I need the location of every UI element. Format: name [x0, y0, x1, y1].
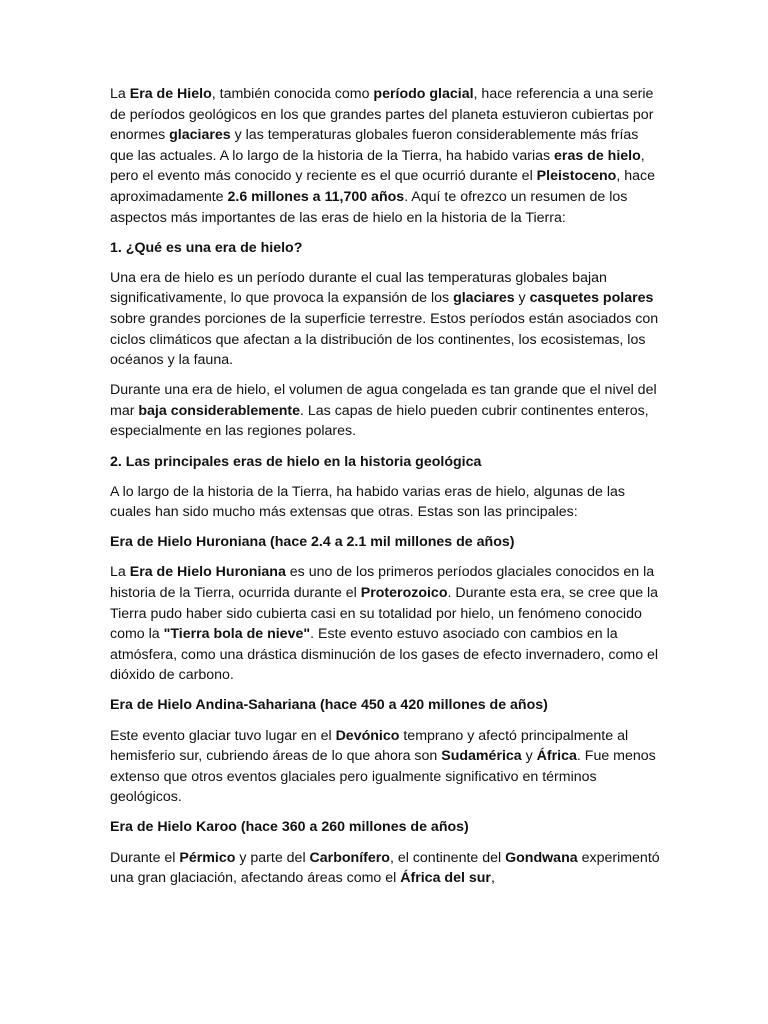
bold-term: Era de Hielo: [129, 86, 212, 102]
text-run: y: [521, 748, 537, 765]
text-run: , pero el evento más conocido y reciente es el que ocurrió durante el: [110, 147, 645, 185]
body-paragraph: [110, 726, 660, 808]
bold-term: baja considerablemente: [138, 402, 301, 419]
bold-term: Gondwana: [505, 849, 578, 866]
text-run: . Este evento estuvo asociado con cambios en la atmósfera, como una drástica disminución de los gases de efecto invernadero, como el dióxido de carbono.: [110, 626, 659, 684]
text-run: y parte del: [235, 849, 310, 866]
text-run: Durante una era de hielo, el volumen de agua congelada es tan grande que el nivel del mar: [110, 382, 657, 419]
bold-term: Devónico: [335, 727, 400, 744]
text-run: ,: [490, 870, 495, 887]
bold-term: Sudamérica: [441, 748, 522, 765]
text-run: y: [514, 290, 530, 307]
document-page: [110, 84, 660, 898]
text-run: . Aquí te ofrezco un resumen de los aspectos más importantes de las eras de hielo en la historia de la Tierra:: [110, 188, 628, 226]
text-run: A lo largo de la historia de la Tierra, ha habido varias eras de hielo, algunas de las cuales han sido mucho más extensas que otras. Estas son las principales:: [110, 483, 626, 521]
bold-term: Pleistoceno: [536, 168, 617, 185]
body-paragraph: [110, 482, 660, 523]
text-run: , también conocida como: [211, 86, 374, 102]
bold-term: Pérmico: [179, 849, 236, 866]
bold-term: eras de hielo: [554, 147, 641, 164]
section-heading: [110, 238, 660, 259]
heading-text: Era de Hielo Huroniana (hace 2.4 a 2.1 mil millones de años): [110, 534, 515, 551]
heading-text: Era de Hielo Karoo (hace 360 a 260 millones de años): [110, 819, 469, 836]
bold-term: África del sur: [400, 870, 491, 887]
heading-text: 1. ¿Qué es una era de hielo?: [110, 239, 303, 256]
text-run: . Durante esta era, se cree que la Tierra pudo haber sido cubierta casi en su totalidad por hielo, un fenómeno conocido como la: [110, 584, 659, 643]
body-paragraph: [110, 848, 660, 889]
bold-term: casquetes polares: [529, 290, 654, 307]
text-run: La: [110, 564, 130, 581]
text-run: sobre grandes porciones de la superficie terrestre. Estos períodos están asociados con ciclos climáticos que afectan a la distribución de los continentes, los ecosistemas, los océanos y la fauna.: [110, 310, 659, 369]
subsection-heading: [110, 817, 660, 838]
bold-term: África: [536, 748, 577, 765]
text-run: temprano y afectó principalmente al hemisferio sur, cubriendo áreas de lo que ahora son: [110, 727, 629, 765]
body-paragraph: [110, 268, 660, 371]
text-run: es uno de los primeros períodos glaciales conocidos en la historia de la Tierra, ocurrida durante el: [110, 564, 655, 601]
bold-term: 2.6 millones a 11,700 años: [227, 188, 405, 205]
text-run: , el continente del: [389, 849, 506, 866]
text-run: y las temperaturas globales fueron considerablemente más frías que las actuales. A lo largo de la historia de la Tierra, ha habido varias: [110, 127, 639, 164]
text-run: . Las capas de hielo pueden cubrir continentes enteros, especialmente en las regiones polares.: [110, 402, 649, 440]
heading-text: Era de Hielo Andina-Sahariana (hace 450 a 420 millones de años): [110, 697, 548, 714]
text-run: Durante el: [110, 849, 180, 866]
bold-term: Proterozoico: [360, 584, 448, 601]
text-run: . Fue menos extenso que otros eventos glaciales pero igualmente significativo en términos geológicos.: [110, 748, 656, 806]
bold-term: glaciares: [453, 290, 515, 307]
body-paragraph: [110, 380, 660, 442]
text-run: La: [110, 86, 130, 102]
text-run: , hace referencia a una serie de períodos geológicos en los que grandes partes del planeta estuvieron cubiertas por enormes: [110, 86, 654, 144]
bold-term: "Tierra bola de nieve": [163, 626, 311, 643]
text-run: , hace aproximadamente: [110, 168, 655, 205]
subsection-heading: [110, 532, 660, 553]
bold-term: glaciares: [169, 127, 231, 144]
bold-term: Era de Hielo Huroniana: [129, 564, 286, 581]
body-paragraph: [110, 562, 660, 686]
bold-term: período glacial: [373, 86, 474, 102]
heading-text: 2. Las principales eras de hielo en la historia geológica: [110, 453, 482, 470]
bold-term: Carbonífero: [309, 849, 390, 866]
intro-paragraph: [110, 84, 660, 228]
subsection-heading: [110, 695, 660, 716]
section-heading: [110, 452, 660, 473]
text-run: Este evento glaciar tuvo lugar en el: [110, 727, 336, 744]
text-run: experimentó una gran glaciación, afectando áreas como el: [110, 849, 660, 887]
text-run: Una era de hielo es un período durante el cual las temperaturas globales bajan significativamente, lo que provoca la expansión de los: [110, 269, 607, 307]
